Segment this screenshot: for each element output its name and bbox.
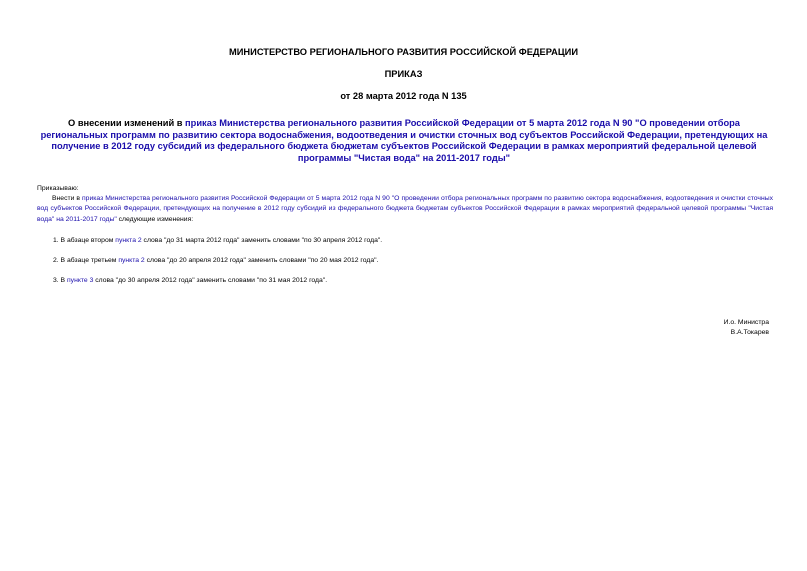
document-date-number: от 28 марта 2012 года N 135 — [340, 91, 467, 101]
item-1-clause-link[interactable]: пункта 2 — [115, 237, 142, 244]
title-prefix: О внесении изменений в — [68, 118, 186, 128]
item-prefix: 2. В абзаце третьем — [53, 257, 119, 264]
signatory-position: И.о. Министра — [723, 319, 769, 326]
amendment-item-2 — [53, 256, 378, 266]
item-prefix: 1. В абзаце втором — [53, 237, 116, 244]
item-suffix: слова "до 20 апреля 2012 года" заменить словами "по 20 мая 2012 года". — [144, 257, 379, 264]
signature-block — [724, 318, 769, 339]
item-prefix: 3. В — [53, 277, 67, 284]
main-order-link[interactable]: приказ Министерства регионального развития Российской Федерации от 5 марта 2012 года N 90 "О проведении отбора региональных программ по развитию сектора водоснабжения, водоотведения и очистки сточных вод субъектов Российской Федерации, претендующих на получение в 2012 году субсидий из федерального бюджета бюджетам субъектов Российской Федерации в рамках мероприятий федеральной целевой программы "Чистая вода" на 2011-2017 годы" — [37, 195, 773, 223]
document-type: ПРИКАЗ — [384, 69, 423, 79]
main-prefix: Внести в — [52, 195, 82, 202]
ministry-name: МИНИСТЕРСТВО РЕГИОНАЛЬНОГО РАЗВИТИЯ РОССИЙСКОЙ ФЕДЕРАЦИИ — [229, 47, 578, 57]
main-suffix: следующие изменения: — [116, 215, 194, 223]
item-3-clause-link[interactable]: пункте 3 — [66, 277, 94, 284]
document-title — [36, 118, 772, 165]
main-paragraph — [37, 194, 773, 225]
title-order-link[interactable]: приказ Министерства регионального развития Российской Федерации от 5 марта 2012 года N 90 "О проведении отбора региональных программ по развитию сектора водоснабжения, водоотведения и очистки сточных вод субъектов Российской Федерации, претендующих на получение в 2012 году субсидий из федерального бюджета бюджетам субъектов Российской Федерации в рамках мероприятий федеральной целевой программы "Чистая вода" на 2011-2017 годы" — [40, 118, 768, 164]
item-2-clause-link[interactable]: пункта 2 — [118, 257, 145, 264]
item-suffix: слова "до 31 марта 2012 года" заменить словами "по 30 апреля 2012 года". — [141, 237, 383, 244]
amendment-item-3 — [53, 276, 327, 286]
amendment-item-1 — [53, 236, 382, 246]
item-suffix: слова "до 30 апреля 2012 года" заменить словами "по 31 мая 2012 года". — [93, 277, 328, 284]
signatory-name: В.А.Токарев — [730, 329, 769, 337]
preamble: Приказываю: — [37, 185, 79, 192]
